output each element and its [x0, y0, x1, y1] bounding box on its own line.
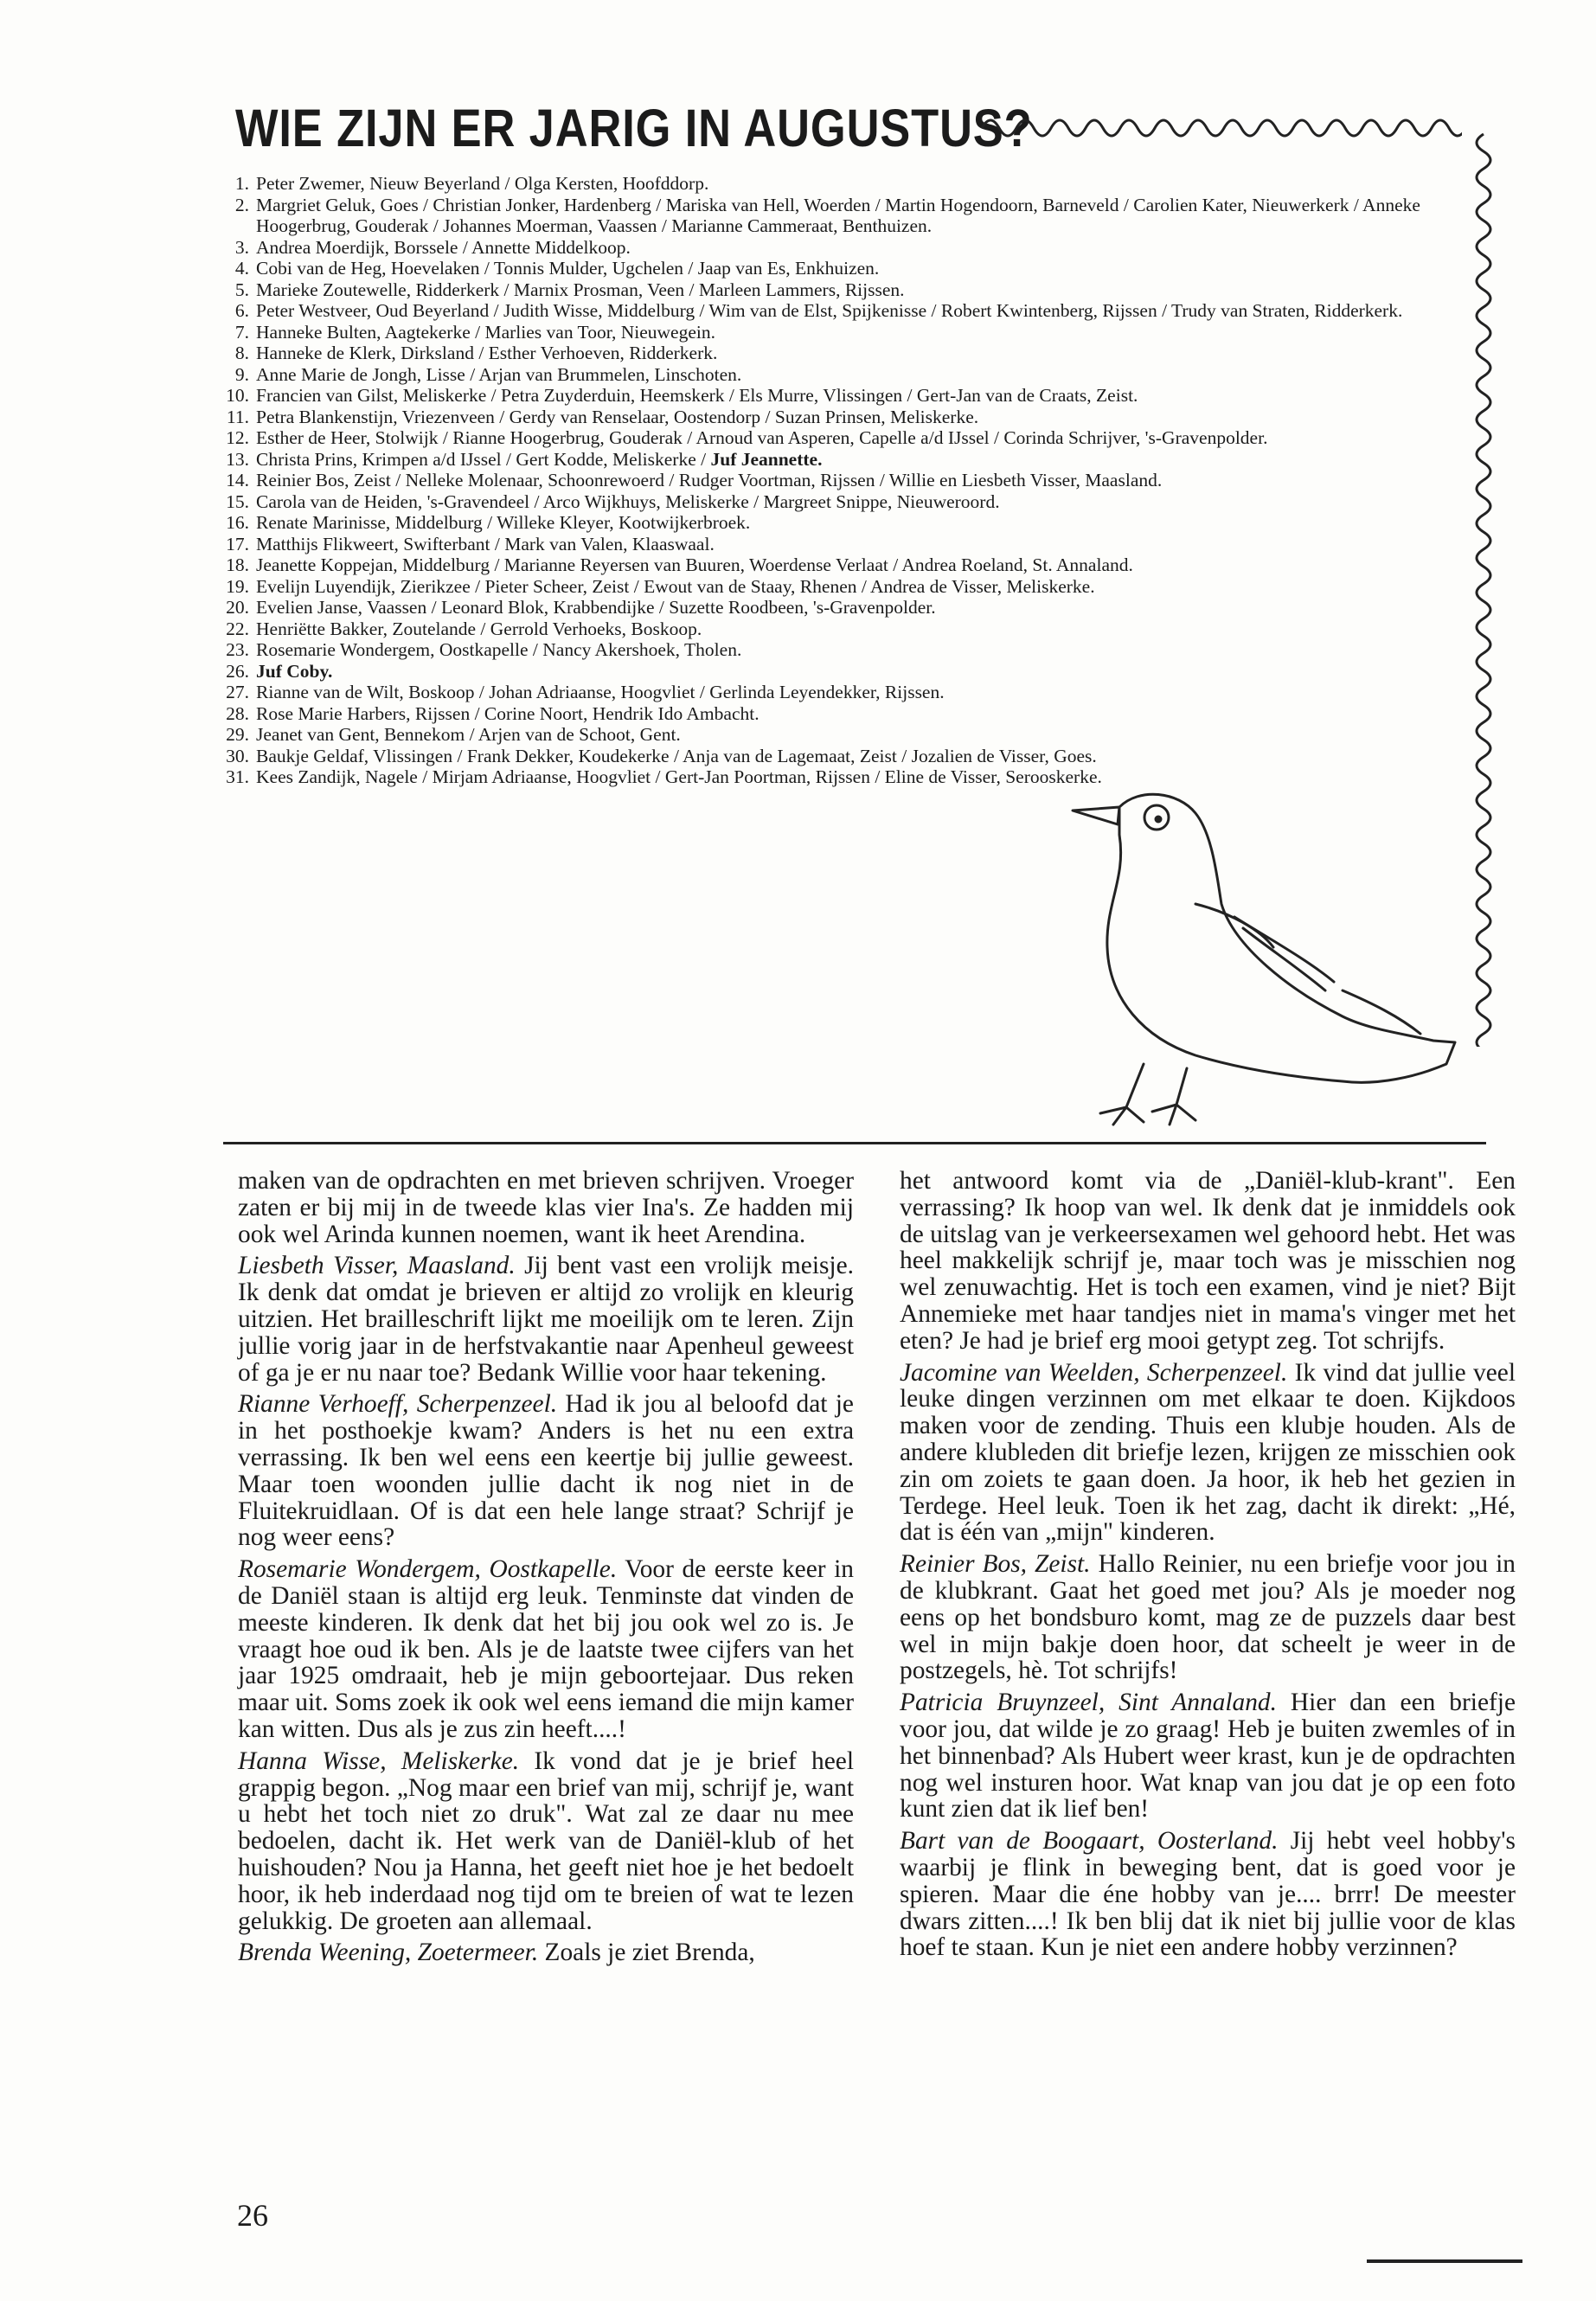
letter-recipient: Patricia Bruynzeel, Sint Annaland. [900, 1689, 1277, 1717]
birthday-day: 3. [234, 236, 249, 258]
birthday-day: 13. [226, 448, 249, 470]
birthday-entry [223, 279, 1486, 301]
letter-recipient: Brenda Weening, Zoetermeer. [238, 1939, 539, 1967]
letter-paragraph [238, 1391, 854, 1551]
birthday-entry [223, 639, 1486, 661]
birthday-entry [223, 703, 1486, 725]
birthday-names: Hanneke Bulten, Aagtekerke / Marlies van Toor, Nieuwegein. [256, 321, 715, 343]
birthday-names: Rianne van de Wilt, Boskoop / Johan Adriaanse, Hoogvliet / Gerlinda Leyendekker, Rijssen. [256, 682, 945, 702]
birthday-names: Jeanet van Gent, Bennekom / Arjen van de Schoot, Gent. [256, 724, 681, 745]
birthday-entry [223, 322, 1486, 343]
birthday-day: 30. [226, 745, 249, 766]
birthday-names: Renate Marinisse, Middelburg / Willeke Kleyer, Kootwijkerbroek. [256, 512, 751, 533]
birthday-entry [223, 195, 1486, 237]
birthday-entry [223, 746, 1486, 767]
letter-text: Ik vind dat jullie veel leuke dingen verzinnen om met elkaar te doen. Kijkdoos maken voor de zending. Thuis een klubje houden. Als de andere klubleden dit briefje lezen, krijgen ze misschien ook zin om zoiets te gaan doen. Ja hoor, ik heb het gezien in Terdege. Heel leuk. Toen ik het zag, dacht ik direkt: „Hé, dat is één van „mijn" kinderen. [900, 1358, 1516, 1547]
birthday-entry [223, 554, 1486, 576]
letter-text: Had ik jou al beloofd dat je in het posthoekje kwam? Anders is het nu een extra verrassing. Ik ben wel eens een keertje bij jullie geweest. Maar toen woonden jullie dacht ik nog niet in de Fluitekruidlaan. Of is dat een hele lange straat? Schrijf je nog weer eens? [238, 1390, 854, 1552]
birthday-names: Cobi van de Heg, Hoevelaken / Tonnis Mulder, Ugchelen / Jaap van Es, Enkhuizen. [256, 258, 880, 279]
page-number: 26 [237, 2198, 268, 2233]
birthday-entry [223, 258, 1486, 279]
letter-paragraph [238, 1168, 854, 1247]
birthday-entry [223, 364, 1486, 386]
birthday-names: Jeanette Koppejan, Middelburg / Marianne Reyersen van Buuren, Woerdense Verlaat / Andrea Roeland, St. Annaland. [256, 554, 1133, 575]
letter-text: maken van de opdrachten en met brieven schrijven. Vroeger zaten er bij mij in de tweede klas vier Ina's. Ze hadden mij ook wel Arinda kunnen noemen, want ik heet Arendina. [238, 1167, 854, 1248]
birthday-day: 18. [226, 554, 249, 575]
birthday-highlight: Juf Jeannette. [710, 448, 823, 470]
birthday-entry [223, 300, 1486, 322]
birthday-day: 15. [226, 490, 249, 512]
letter-recipient: Reinier Bos, Zeist. [900, 1550, 1091, 1579]
birthday-day: 19. [226, 575, 249, 597]
birthday-names: Matthijs Flikweert, Swifterbant / Mark van Valen, Klaaswaal. [256, 533, 715, 554]
birthday-day: 16. [226, 512, 249, 533]
bird-illustration [1066, 783, 1472, 1129]
letter-text: Hallo Reinier, nu een briefje voor jou in de klubkrant. Gaat het goed met jou? Als je moeder nog eens op het bondsburo komt, mag ze de puzzels daar best wel in mijn bakje doen hoor, dat scheelt je weer in de postzegels, hè. Tot schrijfs! [900, 1550, 1516, 1685]
birthday-day: 17. [226, 533, 249, 554]
birthday-names: Peter Zwemer, Nieuw Beyerland / Olga Kersten, Hoofddorp. [256, 173, 709, 194]
letter-paragraph [238, 1253, 854, 1386]
birthday-day: 4. [234, 258, 249, 279]
letter-text: Ik vond dat je je brief heel grappig begon. „Nog maar een brief van mij, schrijf je, want u hebt het toch niet zo druk". Wat zal ze daar nu mee bedoelen, dacht ik. Het werk van de Daniël-klub of het huishouden? Nou ja Hanna, het geeft niet hoe je het bedoelt hoor, ik heb inderdaad nog tijd om te breien of wat te lezen gelukkig. De groeten aan allemaal. [238, 1747, 854, 1935]
birthday-entry [223, 173, 1486, 195]
birthday-entry [223, 237, 1486, 259]
letters-column-right [900, 1168, 1516, 1966]
birthday-entry [223, 343, 1486, 364]
birthday-names: Esther de Heer, Stolwijk / Rianne Hoogerbrug, Gouderak / Arnoud van Asperen, Capelle a/d IJssel / Corinda Schrijver, 's-Gravenpolder. [256, 427, 1268, 448]
birthday-entry [223, 724, 1486, 746]
birthday-names: Henriëtte Bakker, Zoutelande / Gerrold Verhoeks, Boskoop. [256, 618, 702, 639]
birthday-day: 7. [234, 321, 249, 343]
letter-recipient: Bart van de Boogaart, Oosterland. [900, 1827, 1279, 1856]
section-divider [223, 1142, 1486, 1144]
letter-paragraph [900, 1551, 1516, 1684]
birthday-names: Hanneke de Klerk, Dirksland / Esther Verhoeven, Ridderkerk. [256, 343, 718, 363]
birthday-entry [223, 407, 1486, 428]
birthday-names: Reinier Bos, Zeist / Nelleke Molenaar, Schoonrewoerd / Rudger Voortman, Rijssen / Willie en Liesbeth Visser, Maasland. [256, 470, 1163, 490]
birthday-names: Carola van de Heiden, 's-Gravendeel / Arco Wijkhuys, Meliskerke / Margreet Snippe, Nieuweroord. [256, 490, 1000, 512]
birthday-day: 12. [226, 427, 249, 448]
letter-paragraph [238, 1556, 854, 1743]
birthday-day: 20. [226, 597, 249, 618]
birthday-highlight: Juf Coby. [256, 660, 333, 682]
birthday-entry [223, 619, 1486, 640]
birthday-names: Evelijn Luyendijk, Zierikzee / Pieter Scheer, Zeist / Ewout van de Staay, Rhenen / Andrea de Visser, Meliskerke. [256, 575, 1095, 597]
letter-text: Jij bent vast een vrolijk meisje. Ik denk dat omdat je brieven er altijd zo vrolijk en kleurig uitzien. Het brailleschrift lijkt me moeilijk om te leren. Zijn jullie vorig jaar in de herfstvakantie naar Apenheul geweest of ga je er nu naar toe? Bedank Willie voor haar tekening. [238, 1252, 854, 1387]
birthday-names: Andrea Moerdijk, Borssele / Annette Middelkoop. [256, 236, 631, 258]
birthday-entry [223, 682, 1486, 703]
letter-paragraph [238, 1939, 854, 1966]
letter-paragraph [238, 1748, 854, 1935]
birthday-day: 14. [226, 470, 249, 490]
footer-rule [1367, 2259, 1522, 2263]
birthday-names: Anne Marie de Jongh, Lisse / Arjan van Brummelen, Linschoten. [256, 363, 742, 385]
letter-text: Hier dan een briefje voor jou, dat wilde je zo graag! Heb je buiten zwemles of in het binnenbad? Als Hubert weer krast, kun je de opdrachten nog wel insturen hoor. Wat knap van jou dat je op een foto kunt zien dat ik lief ben! [900, 1689, 1516, 1823]
birthday-day: 9. [234, 363, 249, 385]
letter-recipient: Rianne Verhoeff, Scherpenzeel. [238, 1390, 558, 1419]
birthday-day: 23. [226, 639, 249, 660]
birthday-day: 26. [226, 660, 249, 682]
letter-paragraph [900, 1360, 1516, 1547]
birthday-names: Rose Marie Harbers, Rijssen / Corine Noort, Hendrik Ido Ambacht. [256, 702, 760, 724]
birthday-day: 29. [226, 724, 249, 745]
birthday-day: 27. [226, 682, 249, 702]
birthday-entry [223, 534, 1486, 555]
birthday-day: 1. [234, 173, 249, 194]
birthday-day: 8. [234, 343, 249, 363]
page-title: WIE ZIJN ER JARIG IN AUGUSTUS? [235, 99, 1033, 157]
letter-text: Jij hebt veel hobby's waarbij je flink in beweging bent, dat is goed voor je spieren. Maar die éne hobby van je.... brrr! De meester dwars zitten....! Ik ben blij dat ik niet bij jullie voor de klas hoef te staan. Kun je niet een andere hobby verzinnen? [900, 1827, 1516, 1962]
birthday-day: 22. [226, 618, 249, 639]
birthday-names: Peter Westveer, Oud Beyerland / Judith Wisse, Middelburg / Wim van de Elst, Spijkenisse / Robert Kwintenberg, Rijssen / Trudy van Straten, Ridderkerk. [256, 300, 1403, 321]
birthday-entry [223, 576, 1486, 598]
birthday-list [223, 173, 1486, 788]
birthday-entry [223, 427, 1486, 449]
birthday-entry [223, 661, 1486, 683]
letter-recipient: Liesbeth Visser, Maasland. [238, 1252, 516, 1280]
birthday-names: Evelien Janse, Vaassen / Leonard Blok, Krabbendijke / Suzette Roodbeen, 's-Gravenpolder. [256, 597, 936, 618]
letter-text: Voor de eerste keer in de Daniël staan is altijd erg leuk. Tenminste dat vinden de meeste kinderen. Ik denk dat het bij jou ook wel zo is. Je vraagt hoe oud ik ben. Als je de laatste twee cijfers van het jaar 1925 omdraait, heb je mijn geboortejaar. Dus reken maar uit. Soms zoek ik ook wel eens iemand die mijn kamer kan witten. Dus als je zus zin heeft....! [238, 1555, 854, 1743]
letter-recipient: Hanna Wisse, Meliskerke. [238, 1747, 520, 1775]
letters-column-left [238, 1168, 854, 1971]
birthday-day: 11. [226, 406, 249, 427]
decorative-border-top [977, 102, 1462, 154]
birthday-day: 28. [226, 702, 249, 724]
birthday-names: Kees Zandijk, Nagele / Mirjam Adriaanse, Hoogvliet / Gert-Jan Poortman, Rijssen / Eline de Visser, Serooskerke. [256, 766, 1102, 787]
birthday-entry [223, 385, 1486, 407]
birthday-day: 10. [226, 385, 249, 406]
birthday-day: 5. [234, 279, 249, 300]
letter-paragraph [900, 1828, 1516, 1961]
letter-text: het antwoord komt via de „Daniël-klub-krant". Een verrassing? Ik hoop van wel. Ik denk dat je inmiddels ook de uitslag van je verkeersexamen wel gehoord hebt. Het was heel makkelijk schrijf je, maar toch was je misschien nog wel zenuwachtig. Het is toch een examen, vind je niet? Bijt Annemieke met haar tandjes niet in mama's vinger met het eten? Je had je brief erg mooi getypt zeg. Tot schrijfs. [900, 1167, 1516, 1355]
birthday-day: 2. [234, 194, 249, 215]
letter-text: Zoals je ziet Brenda, [538, 1939, 755, 1967]
birthday-names: Petra Blankenstijn, Vriezenveen / Gerdy van Renselaar, Oostendorp / Suzan Prinsen, Meliskerke. [256, 406, 979, 427]
birthday-names: Francien van Gilst, Meliskerke / Petra Zuyderduin, Heemskerk / Els Murre, Vlissingen / Gert-Jan van de Craats, Zeist. [256, 385, 1138, 406]
birthday-day: 6. [234, 300, 249, 321]
birthday-names: Baukje Geldaf, Vlissingen / Frank Dekker, Koudekerke / Anja van de Lagemaat, Zeist / Jozalien de Visser, Goes. [256, 745, 1097, 766]
birthday-entry [223, 597, 1486, 619]
birthday-entry [223, 512, 1486, 534]
birthday-day: 31. [226, 766, 249, 787]
letter-recipient: Rosemarie Wondergem, Oostkapelle. [238, 1555, 618, 1584]
letter-paragraph [900, 1689, 1516, 1823]
letter-recipient: Jacomine van Weelden, Scherpenzeel. [900, 1358, 1288, 1387]
birthday-entry [223, 491, 1486, 513]
letter-paragraph [900, 1168, 1516, 1355]
birthday-names: Christa Prins, Krimpen a/d IJssel / Gert Kodde, Meliskerke / [256, 448, 711, 470]
birthday-entry [223, 449, 1486, 471]
birthday-names: Marieke Zoutewelle, Ridderkerk / Marnix Prosman, Veen / Marleen Lammers, Rijssen. [256, 279, 905, 300]
birthday-entry [223, 470, 1486, 491]
birthday-names: Margriet Geluk, Goes / Christian Jonker, Hardenberg / Mariska van Hell, Woerden / Martin Hogendoorn, Barneveld / Carolien Kater, Nieuwerkerk / Anneke Hoogerbrug, Gouderak / Johannes Moerman, Vaassen / Marianne Cammeraat, Benthuizen. [256, 194, 1420, 236]
birthday-names: Rosemarie Wondergem, Oostkapelle / Nancy Akershoek, Tholen. [256, 639, 742, 660]
